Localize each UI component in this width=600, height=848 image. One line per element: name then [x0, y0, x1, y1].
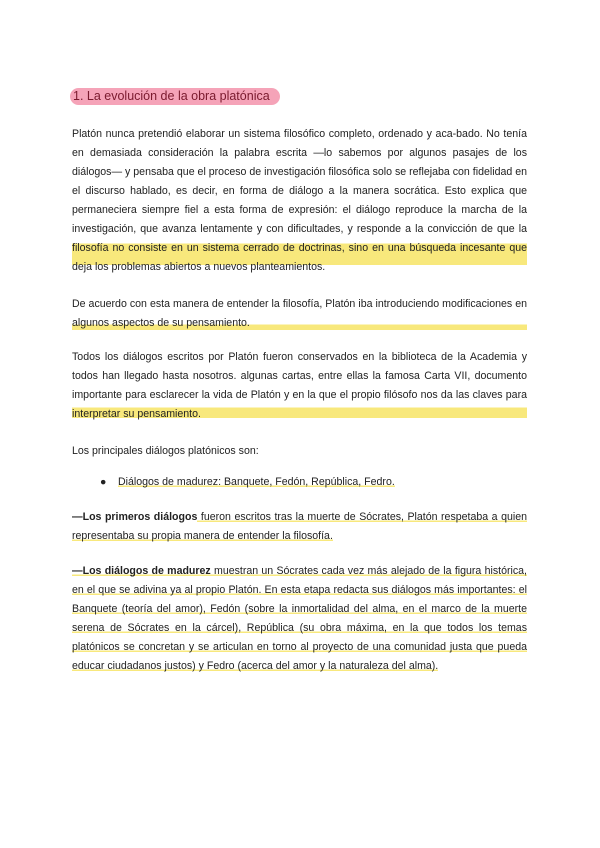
- list-item-text: Diálogos de madurez: Banquete, Fedón, República, Fedro.: [118, 476, 395, 488]
- mature-dialogues-text: muestran un Sócrates cada vez más alejado de la figura histórica, en el que se adivina ya al propio Platón. En esta etapa redacta sus diálogos más importantes: el Banquete (teoría del amor), Fedón (sobre la inmortalidad del alma, en el marco de la muerte serena de Sócrates en la cárcel), República (su obra máxima, en la que todos los temas platónicos se concretan y se articulan en torno al proyecto de una comunidad justa que pueda educar ciudadanos justos) y Fedro (acerca del amor y la naturaleza del alma).: [72, 565, 527, 672]
- paragraph-academy: Todos los diálogos escritos por Platón fueron conservados en la biblioteca de la Academia y todos han llegado hasta nosotros. algunas cartas, entre ellas la famosa Carta VII, documento importante para esclarecer la vida de Platón y en la que el propio filósofo nos da las claves para interpretar su pensamiento.: [72, 348, 527, 424]
- list-item: [100, 476, 395, 488]
- bullet-icon: ●: [100, 476, 107, 488]
- early-dialogues-text: fueron escritos tras la muerte de Sócrates, Platón respetaba a quien representaba su propia manera de entender la filosofía.: [72, 511, 527, 542]
- paragraph-mature-dialogues: [72, 562, 527, 676]
- early-dialogues-label: —Los primeros diálogos: [72, 511, 198, 523]
- paragraph-list-intro: Los principales diálogos platónicos son:: [72, 445, 259, 457]
- paragraph-early-dialogues: [72, 508, 527, 546]
- paragraph-modifications: De acuerdo con esta manera de entender la filosofía, Platón iba introduciendo modificaciones en algunos aspectos de su pensamiento.: [72, 295, 527, 333]
- paragraph-intro: Platón nunca pretendió elaborar un sistema filosófico completo, ordenado y aca-bado. No tenía en demasiada consideración la palabra escrita —lo sabemos por algunos pasajes de los diálogos— y pensaba que el proceso de investigación filosófica solo se reflejaba con fidelidad en el discurso hablado, es decir, en forma de diálogo a la manera socrática. Esto explica que permaneciera siempre fiel a esta forma de expresión: el diálogo reproduce la marcha de la investigación, que avanza lentamente y con dificultades, y responde a la convicción de que la filosofía no consiste en un sistema cerrado de doctrinas, sino en una búsqueda incesante que deja los problemas abiertos a nuevos planteamientos.: [72, 125, 527, 277]
- mature-dialogues-label: —Los diálogos de madurez: [72, 565, 211, 577]
- section-heading: 1. La evolución de la obra platónica: [70, 88, 280, 105]
- dialogues-list: [100, 476, 395, 488]
